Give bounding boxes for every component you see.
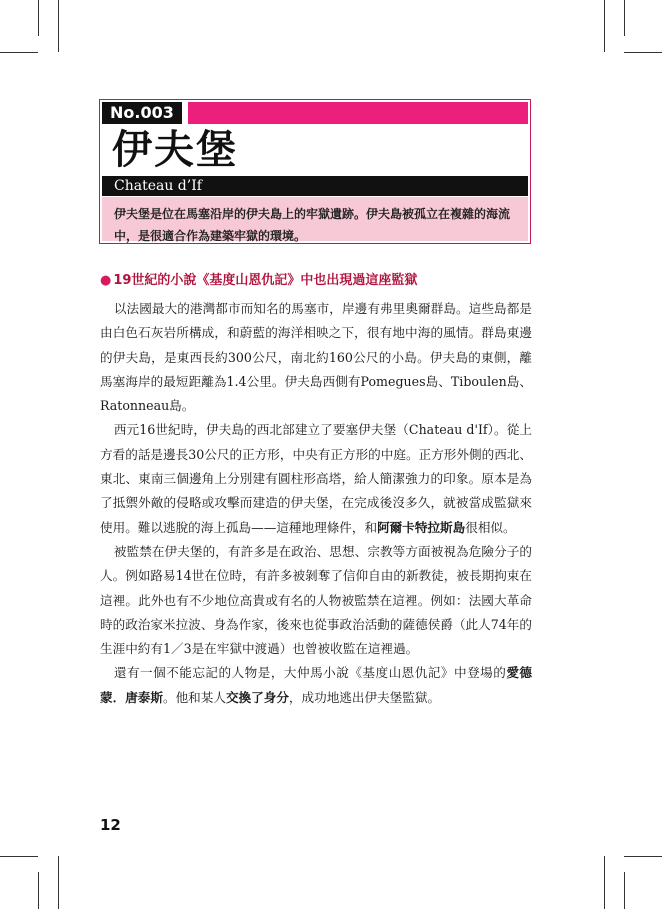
- keyword-identity-swap: 交換了身分: [225, 689, 289, 705]
- crop-mark-bottom-right-v2: [624, 872, 625, 909]
- bullet-icon: ●: [100, 273, 112, 288]
- crop-mark-top-right-v2: [624, 0, 625, 36]
- paragraph-2-text: 西元16世紀時，伊夫島的西北部建立了要塞伊夫堡（Chateau d'If）。從上方看的話是邊長30公尺的正方形，中央有正方形的中庭。正方形外側的西北、東北、東南三個邊角上分別建有圓柱形高塔，給人簡潔強力的印象。原本是為了抵禦外敵的侵略或攻擊而建造的伊夫堡，在完成後沒多久，就被當成監獄來使用。難以逃脫的海上孤島——這種地理條件，和: [100, 422, 532, 535]
- entry-summary: 伊夫堡是位在馬塞沿岸的伊夫島上的牢獄遺跡。伊夫島被孤立在複雜的海流中，是很適合作為建築牢獄的環境。: [102, 197, 528, 241]
- section-heading-text: 19世紀的小說《基度山恩仇記》中也出現過這座監獄: [113, 273, 418, 288]
- page-number: 12: [100, 816, 121, 834]
- section-heading: [100, 272, 417, 290]
- paragraph-4-text-mid: 。他和某人: [162, 689, 226, 705]
- entry-header-box: [99, 99, 531, 244]
- accent-bar: [188, 102, 528, 124]
- crop-mark-bottom-right-v: [604, 856, 605, 909]
- crop-mark-top-right-v: [604, 0, 605, 52]
- entry-number: No.003: [102, 102, 182, 124]
- paragraph-4-text-end: ，成功地逃出伊夫堡監獄。: [288, 689, 441, 705]
- paragraph-1: 以法國最大的港灣都市而知名的馬塞市，岸邊有弗里奧爾群島。這些島都是由白色石灰岩所構成，和蔚藍的海洋相映之下，很有地中海的風情。群島東邊的伊夫島，是東西長約300公尺，南北約160公尺的小島。伊夫島的東側，離馬塞海岸的最短距離為1.4公里。伊夫島西側有Pomegues島、Tiboulen島、Ratonneau島。: [100, 301, 532, 414]
- crop-mark-bottom-left-h: [0, 856, 38, 857]
- entry-title-english: Chateau d’If: [102, 176, 528, 196]
- paragraph-4: [100, 661, 532, 710]
- paragraph-3: 被監禁在伊夫堡的，有許多是在政治、思想、宗教等方面被視為危險分子的人。例如路易14世在位時，有許多被剝奪了信仰自由的新教徒，被長期拘束在這裡。此外也有不少地位高貴或有名的人物被監禁在這裡。例如：法國大革命時的政治家米拉波、身為作家，後來也從事政治活動的薩德侯爵（此人74年的生涯中約有1／3是在牢獄中渡過）也曾被收監在這裡過。: [100, 543, 532, 657]
- paragraph-2: [100, 418, 532, 539]
- article-body: [100, 297, 532, 710]
- paragraph-4-text: 還有一個不能忘記的人物是，大仲馬小說《基度山恩仇記》中登場的: [113, 665, 507, 681]
- crop-mark-top-left-v: [58, 0, 59, 52]
- crop-mark-bottom-right-h: [624, 856, 662, 857]
- crop-mark-top-left-v2: [38, 0, 39, 36]
- crop-mark-top-right-h: [624, 52, 662, 53]
- crop-mark-bottom-left-v2: [38, 872, 39, 909]
- crop-mark-bottom-left-v: [58, 856, 59, 909]
- paragraph-2-text-end: 很相似。: [465, 519, 516, 535]
- entry-title-chinese: 伊夫堡: [112, 127, 238, 173]
- keyword-alcatraz: 阿爾卡特拉斯島: [377, 519, 466, 535]
- keyword-edmond-dantes: 愛德蒙．唐泰斯: [100, 665, 533, 705]
- crop-mark-top-left-h: [0, 52, 38, 53]
